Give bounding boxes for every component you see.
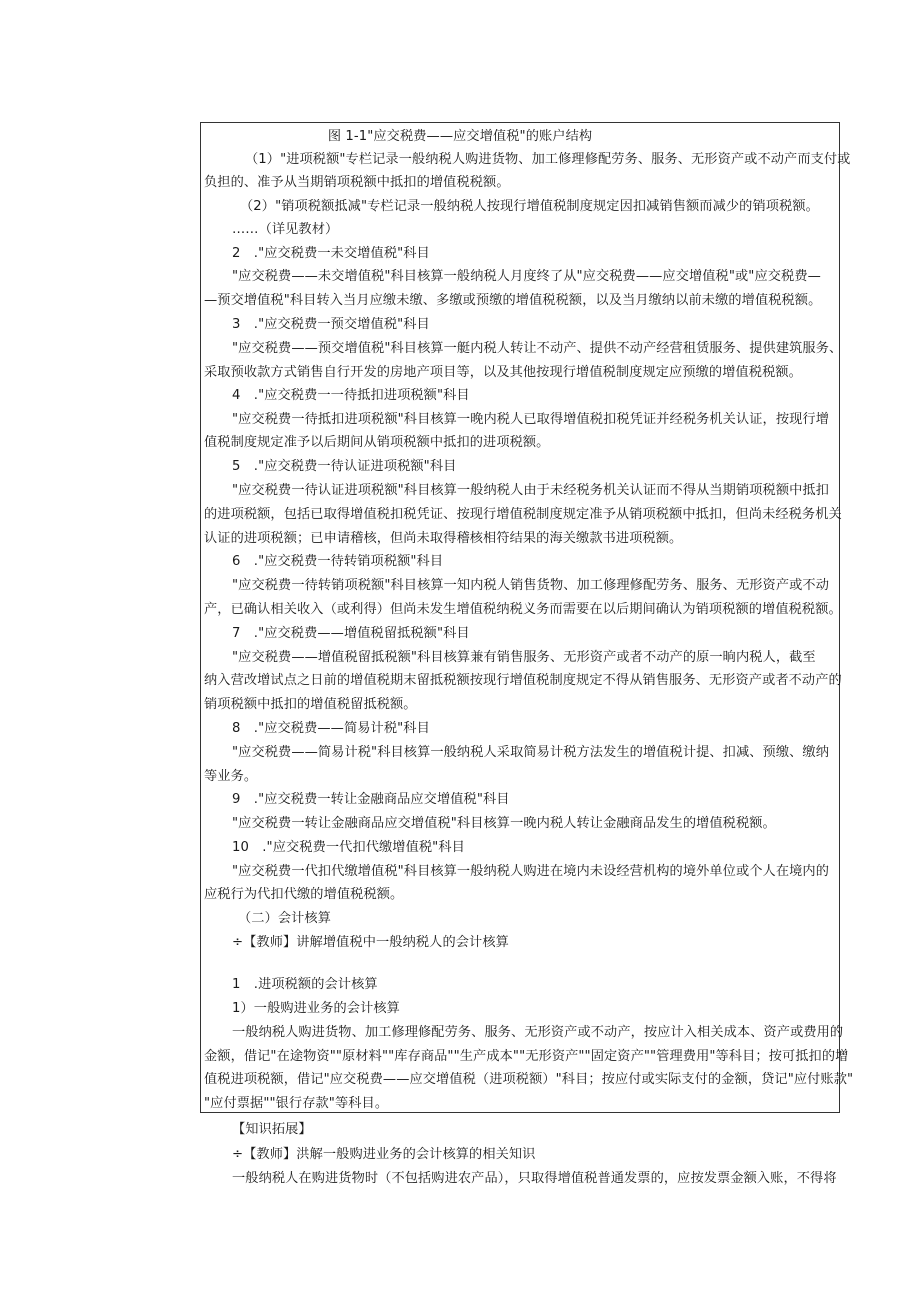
section-heading: 2 ."应交税费一未交增值税"科目 (232, 246, 430, 261)
paragraph-line: 负担的、准予从当期销项税额中抵扣的增值税税额。 (204, 175, 510, 190)
section-heading: 4 ."应交税费一一待抵扣进项税额"科目 (232, 388, 470, 403)
section-heading: 1）一般购进业务的会计核算 (232, 1001, 400, 1016)
section-heading: 10 ."应交税费一代扣代缴增值税"科目 (232, 840, 465, 855)
teacher-note: ÷【教师】洪解一般购进业务的会计核算的相关知识 (232, 1147, 536, 1162)
paragraph-line: 采取预收款方式销售自行开发的房地产项目等，以及其他按现行增值税制度规定应预缴的增值税税额。 (204, 365, 802, 380)
section-heading: 9 ."应交税费一转让金融商品应交增值税"科目 (232, 792, 510, 807)
paragraph-line: "应交税费——简易计税"科目核算一般纳税人采取简易计税方法发生的增值税计提、扣减、预缴、缴纳 (232, 745, 829, 760)
paragraph-line: 纳入营改增试点之日前的增值税期末留抵税额按现行增值税制度规定不得从销售服务、无形资产或者不动产的 (204, 673, 842, 688)
paragraph-line: ……（详见教材） (232, 222, 339, 237)
section-heading: （二）会计核算 (238, 911, 332, 926)
paragraph-line: "应交税费一代扣代缴增值税"科目核算一般纳税人购进在境内未设经营机构的境外单位或个人在境内的 (232, 864, 829, 879)
section-heading: 8 ."应交税费——简易计税"科目 (232, 721, 430, 736)
paragraph-line: "应交税费一待转销项税额"科目核算一知内税人销售货物、加工修理修配劳务、服务、无形资产或不动 (232, 578, 829, 593)
paragraph-line: 等业务。 (204, 769, 258, 784)
paragraph-line: 值税进项税额，借记"应交税费——应交增值税（进项税额）"科目；按应付或实际支付的金额，贷记"应付账款" (204, 1072, 854, 1087)
paragraph-line: "应交税费一待抵扣进项税额"科目核算一晚内税人已取得增值税扣税凭证并经税务机关认证，按现行增 (232, 412, 829, 427)
teacher-note: ÷【教师】讲解增值税中一般纳税人的会计核算 (232, 935, 509, 950)
section-heading: 1 .进项税额的会计核算 (232, 977, 378, 992)
paragraph-line: 一般纳税人在购进货物时（不包括购进农产品），只取得增值税普通发票的，应按发票金额入账，不得将 (232, 1171, 837, 1186)
paragraph-line: "应交税费——增值税留抵税额"科目核算兼有销售服务、无形资产或者不动产的原一晌内税人，截至 (232, 650, 816, 665)
paragraph-line: 的进项税额，包括已取得增值税扣税凭证、按现行增值税制度规定准予从销项税额中抵扣，但尚未经税务机关 (204, 507, 842, 522)
paragraph-line: "应交税费——未交增值税"科目核算一般纳税人月度终了从"应交税费——应交增值税"或"应交税费— (232, 269, 821, 284)
section-heading: 5 ."应交税费一待认证进项税额"科目 (232, 459, 457, 474)
paragraph-line: 产，已确认相关收入（或利得）但尚未发生增值税纳税义务而需要在以后期间确认为销项税额的增值税税额。 (204, 602, 842, 617)
paragraph-line: "应交税费一待认证进项税额"科目核算一般纳税人由于未经税务机关认证而不得从当期销项税额中抵扣 (232, 483, 829, 498)
paragraph-line: （2）"销项税额抵减"专栏记录一般纳税人按现行增值税制度规定因扣减销售额而减少的销项税额。 (240, 199, 819, 214)
figure-caption: 图 1-1"应交税费——应交增值税"的账户结构 (327, 129, 593, 144)
paragraph-line: 应税行为代扣代缴的增值税税额。 (204, 887, 404, 902)
section-heading: 7 ."应交税费——增值税留抵税额"科目 (232, 626, 470, 641)
paragraph-line: 金额，借记"在途物资""原材料""库存商品""生产成本""无形资产""固定资产""管理费用"等科目；按可抵扣的增 (204, 1049, 849, 1064)
paragraph-line: 一般纳税人购进货物、加工修理修配劳务、服务、无形资产或不动产，按应计入相关成本、资产或费用的 (232, 1025, 844, 1040)
paragraph-line: "应交税费——预交增值税"科目核算一艇内税人转让不动产、提供不动产经营租赁服务、提供建筑服务、 (232, 341, 843, 356)
knowledge-extension-heading: 【知识拓展】 (232, 1122, 312, 1137)
section-heading: 6 ."应交税费一待转销项税额"科目 (232, 554, 444, 569)
paragraph-line: 值税制度规定准予以后期间从销项税额中抵扣的进项税额。 (204, 435, 550, 450)
paragraph-line: 认证的进项税额；已申请稽核，但尚未取得稽核相符结果的海关缴款书进项税额。 (204, 531, 683, 546)
paragraph-line: "应交税费一转让金融商品应交增值税"科目核算一晚内税人转让金融商品发生的增值税税额。 (232, 816, 776, 831)
paragraph-line: "应付票据""银行存款"等科目。 (204, 1096, 389, 1111)
paragraph-line: —预交增值税"科目转入当月应缴未缴、多缴或预缴的增值税税额，以及当月缴纳以前未缴的增值税税额。 (204, 293, 822, 308)
paragraph-line: 销项税额中抵扣的增值税留抵税额。 (204, 697, 417, 712)
section-heading: 3 ."应交税费一预交增值税"科目 (232, 317, 430, 332)
paragraph-line: （1）"进项税额"专栏记录一般纳税人购进货物、加工修理修配劳务、服务、无形资产或不动产而支付或 (245, 152, 851, 167)
